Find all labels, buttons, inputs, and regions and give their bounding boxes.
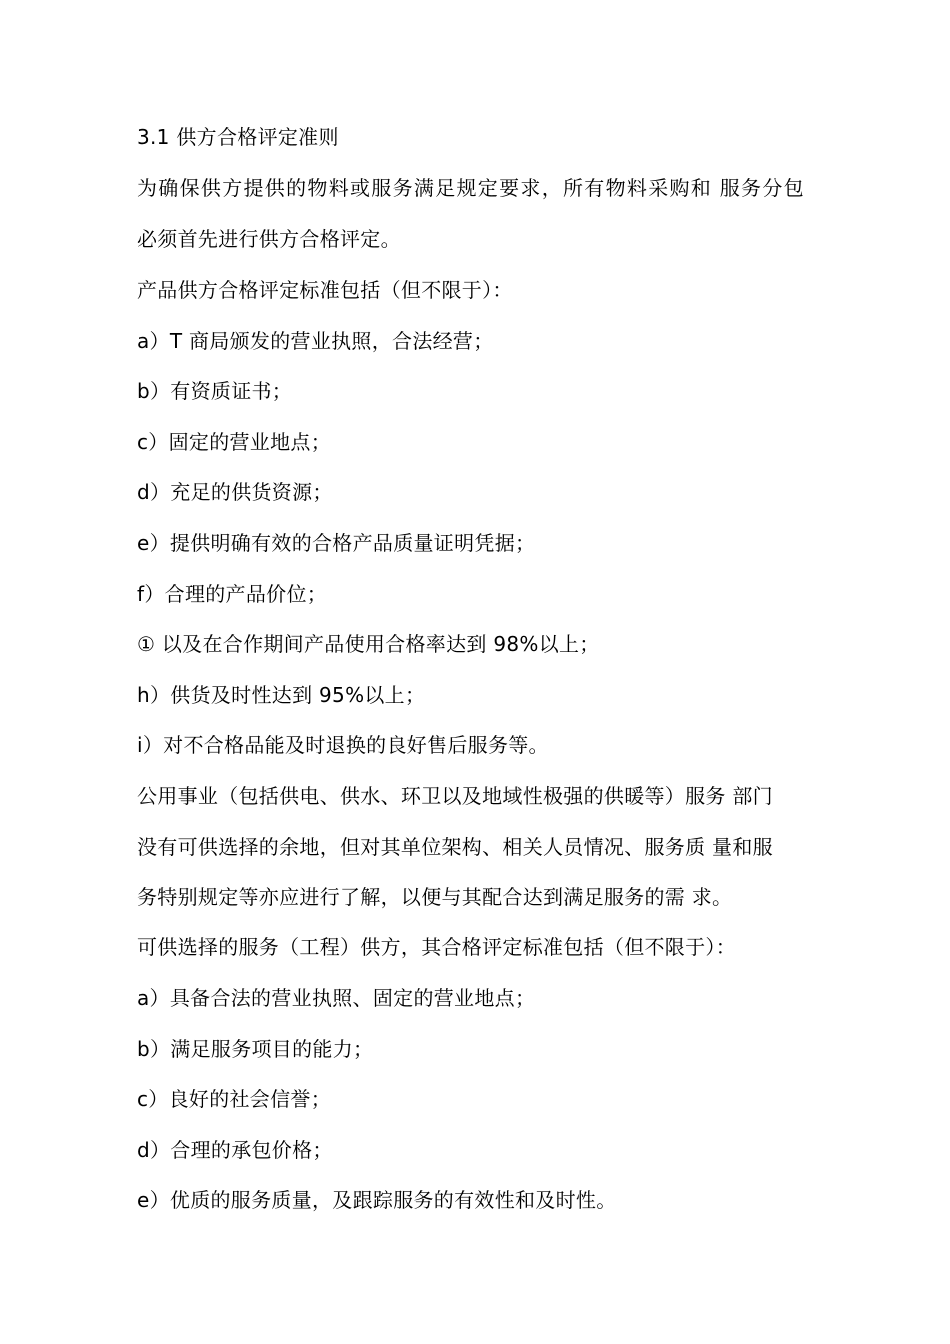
product-criterion-a: a）T 商局颁发的营业执照，合法经营； [137, 329, 494, 353]
product-criterion-d: d）充足的供货资源； [137, 480, 333, 504]
utilities-line-1: 公用事业（包括供电、供水、环卫以及地域性极强的供暖等）服务 部门 [137, 784, 773, 808]
product-criterion-b: b）有资质证书； [137, 379, 293, 403]
service-criteria-title: 可供选择的服务（工程）供方，其合格评定标准包括（但不限于）： [137, 935, 736, 959]
service-criterion-c: c）良好的社会信誉； [137, 1087, 331, 1111]
section-heading: 3.1 供方合格评定准则 [137, 125, 339, 149]
product-criterion-i: i）对不合格品能及时退换的良好售后服务等。 [137, 733, 549, 757]
product-criterion-h: h）供货及时性达到 95%以上； [137, 683, 426, 707]
intro-line-2: 必须首先进行供方合格评定。 [137, 227, 401, 251]
service-criterion-a: a）具备合法的营业执照、固定的营业地点； [137, 986, 536, 1010]
service-criterion-e: e）优质的服务质量，及跟踪服务的有效性和及时性。 [137, 1188, 617, 1212]
utilities-line-2: 没有可供选择的余地，但对其单位架构、相关人员情况、服务质 量和服 [137, 835, 773, 859]
product-criterion-g: ① 以及在合作期间产品使用合格率达到 98%以上； [137, 632, 600, 656]
product-criterion-e: e）提供明确有效的合格产品质量证明凭据； [137, 531, 536, 555]
utilities-line-3: 务特别规定等亦应进行了解，以便与其配合达到满足服务的需 求。 [137, 885, 733, 909]
product-criterion-f: f）合理的产品价位； [137, 582, 328, 606]
product-criterion-c: c）固定的营业地点； [137, 430, 331, 454]
service-criterion-b: b）满足服务项目的能力； [137, 1037, 374, 1061]
product-criteria-title: 产品供方合格评定标准包括（但不限于）： [137, 278, 513, 302]
service-criterion-d: d）合理的承包价格； [137, 1138, 333, 1162]
intro-line-1: 为确保供方提供的物料或服务满足规定要求，所有物料采购和 服务分包 [137, 176, 805, 200]
